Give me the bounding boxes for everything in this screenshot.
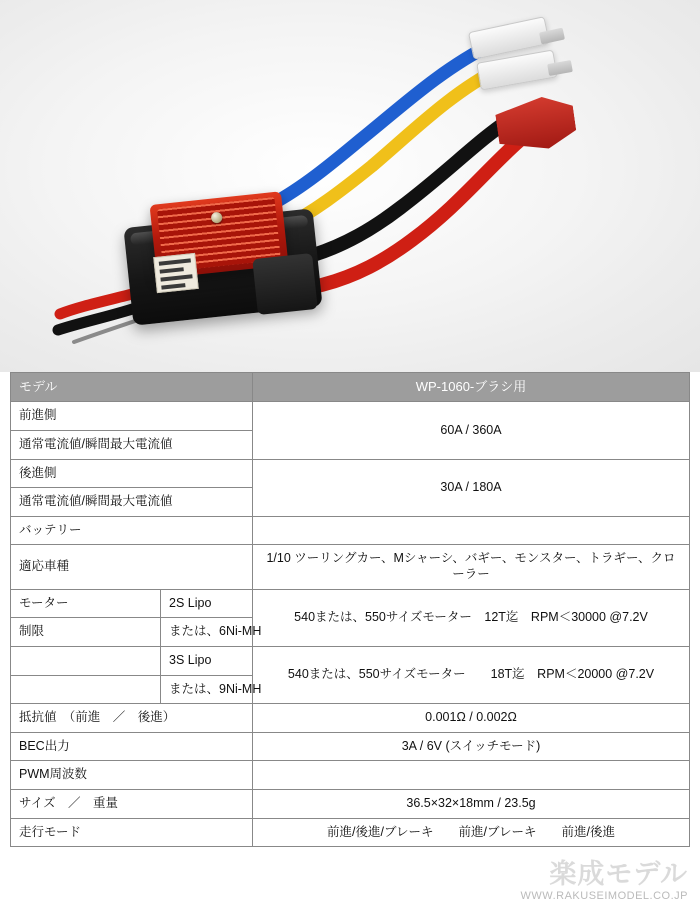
row-label-forward-current-desc: 通常電流値/瞬間最大電流値 [11, 430, 253, 459]
row-label-drive-mode: 走行モード [11, 818, 253, 847]
row-value-forward-current: 60A / 360A [253, 402, 690, 459]
table-row [11, 704, 690, 733]
esc-switch-block [252, 253, 318, 315]
table-header-row [11, 373, 690, 402]
row-value-drive-mode: 前進/後進/ブレーキ 前進/ブレーキ 前進/後進 [253, 818, 690, 847]
sticker-line [159, 258, 191, 265]
table-row [11, 402, 690, 431]
row-label-empty-1 [11, 646, 161, 675]
table-row [11, 761, 690, 790]
row-value-size-weight: 36.5×32×18mm / 23.5g [253, 790, 690, 819]
row-value-pwm-frequency [253, 761, 690, 790]
row-label-reverse-side: 後進側 [11, 459, 253, 488]
table-row [11, 545, 690, 589]
row-sub-6nimh: または、6Ni-MH [161, 618, 253, 647]
sticker-line [160, 274, 192, 281]
row-label-vehicle-type: 適応車種 [11, 545, 253, 589]
table-row [11, 790, 690, 819]
row-label-pwm-frequency: PWM周波数 [11, 761, 253, 790]
row-value-battery [253, 516, 690, 545]
table-row [11, 589, 690, 618]
spec-table-container [0, 372, 700, 847]
table-row [11, 459, 690, 488]
row-value-bec-output: 3A / 6V (スイッチモード) [253, 732, 690, 761]
row-sub-9nimh: または、9Ni-MH [161, 675, 253, 704]
row-label-empty-2 [11, 675, 161, 704]
table-row [11, 818, 690, 847]
table-row [11, 646, 690, 675]
row-label-limit: 制限 [11, 618, 161, 647]
sticker-line [161, 283, 185, 289]
sticker-line [160, 267, 184, 273]
row-sub-2s-lipo: 2S Lipo [161, 589, 253, 618]
spec-table [10, 372, 690, 847]
product-photo [0, 0, 700, 372]
row-label-forward-side: 前進側 [11, 402, 253, 431]
row-label-reverse-current-desc: 通常電流値/瞬間最大電流値 [11, 488, 253, 517]
table-row [11, 516, 690, 545]
row-value-resistance: 0.001Ω / 0.002Ω [253, 704, 690, 733]
row-label-battery: バッテリー [11, 516, 253, 545]
watermark-url: WWW.RAKUSEIMODEL.CO.JP [520, 890, 688, 902]
row-value-reverse-current: 30A / 180A [253, 459, 690, 516]
row-label-motor: モーター [11, 589, 161, 618]
row-label-bec-output: BEC出力 [11, 732, 253, 761]
wire-bundle [0, 0, 700, 372]
header-value-model: WP-1060-ブラシ用 [253, 373, 690, 402]
watermark-brand: 楽成モデル [549, 859, 688, 889]
row-sub-3s-lipo: 3S Lipo [161, 646, 253, 675]
row-label-resistance: 抵抗値 （前進 ／ 後進） [11, 704, 253, 733]
row-value-motor-limit-3s: 540または、550サイズモーター 18T迄 RPM＜20000 @7.2V [253, 646, 690, 703]
row-value-vehicle-type: 1/10 ツーリングカー、Mシャーシ、バギー、モンスター、トラギー、クローラー [253, 545, 690, 589]
esc-sticker [153, 253, 199, 293]
watermark [521, 861, 688, 902]
header-label-model: モデル [11, 373, 253, 402]
row-value-motor-limit-2s: 540または、550サイズモーター 12T迄 RPM＜30000 @7.2V [253, 589, 690, 646]
row-label-size-weight: サイズ ／ 重量 [11, 790, 253, 819]
table-row [11, 732, 690, 761]
